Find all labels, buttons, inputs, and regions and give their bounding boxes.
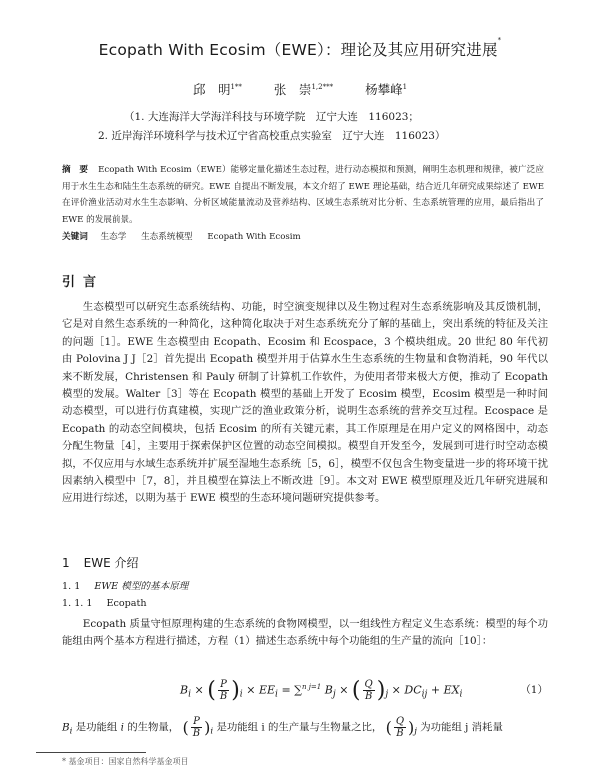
eq-sum: = ∑	[281, 683, 303, 697]
footnote-divider	[36, 752, 146, 753]
keyword: 生态系统模型	[141, 232, 193, 242]
affiliation-2: 2. 近岸海洋环境科学与技术辽宁省高校重点实验室 辽宁大连 116023）	[98, 130, 446, 142]
eq-ee: × EE	[246, 683, 276, 697]
ecopath-paragraph: Ecopath 质量守恒原理构建的生态系统的食物网模型，以一组线性方程定义生态系统：模型的每个功能组由两个基本方程进行描述，方程（1）描述生态系统中每个功能组的生产量的流向［10］：	[62, 618, 548, 648]
section-title: Ecopath	[106, 598, 147, 609]
eq-ex: + EX	[430, 683, 460, 697]
author-1: 邱 明$^{1**}$	[192, 82, 242, 97]
variable-definition-line: $B_i$ 是功能组 i 的生物量， ( $\frac{P}{B}$ )$_i$ 是功能组 i 的生产量与生物量之比， ( $\frac{Q}{B}$ )$_j$ 为功能组 j 消耗量	[62, 716, 503, 739]
author-list	[0, 80, 600, 98]
title-footnote-mark: *	[497, 36, 502, 44]
equation-1	[62, 676, 548, 706]
author-2: 张 崇$^{1,2***}$	[273, 82, 334, 97]
section-number: 1	[62, 556, 70, 570]
section-1-1-1-heading	[62, 598, 147, 609]
paper-title	[0, 38, 600, 60]
keywords-label: 关键词	[62, 232, 88, 242]
title-text: Ecopath With Ecosim（EWE）：理论及其应用研究进展	[98, 41, 498, 59]
section-1-1-heading	[62, 578, 188, 592]
author-3: 杨攀峰$^1$	[365, 82, 408, 97]
affiliation-1: （1. 大连海洋大学海洋科技与环境学院 辽宁大连 116023；	[124, 111, 419, 123]
abstract-text: Ecopath With Ecosim（EWE）能够定量化描述生态过程，进行动态模拟和预测，阐明生态机理和规律，被广泛应用于水生生态和陆生生态系统的研究。EWE 自提出不断发展，本文介绍了 EWE 理论基础，结合近几年研究成果综述了 EWE 在评价渔业活动对水生生态影响、分析区域能量流动及营养结构、区域生态系统对比分析、生态系统管理的应用，最后指出了 EWE 的发展前景。	[62, 165, 544, 225]
eq-fraction-pb: $\frac{P}{B}$	[219, 679, 228, 702]
eq-bj: B	[324, 683, 333, 697]
section-title: EWE 介绍	[83, 556, 139, 570]
section-number: 1. 1	[62, 581, 81, 592]
keywords	[62, 230, 544, 242]
keyword: 生态学	[100, 232, 127, 242]
equation-body: $B_i$ × ( $\frac{P}{B}$ )$_i \times EE_i = \sum^{n j=1}$ $B_j$ × ( $\frac{Q}{B}$ )$_j \times DC_{ij} + EX_i$	[180, 678, 463, 703]
eq-b: B	[180, 683, 189, 697]
intro-paragraph: 生态模型可以研究生态系统结构、功能，时空演变规律以及生物过程对生态系统影响及其反馈机制，它是对自然生态系统的一种简化，这种简化取决于对生态系统充分了解的基础上，突出系统的特征及关注的问题［1］。EWE 生态模型由 Ecopath、Ecosim 和 Ecospace，3 个模块组成。20 世纪 80 年代初由 Polovina J J［2］首先提出 Ecopath 模型并用于估算水生生态系统的生物量和食物消耗，90 年代以来不断发展，Christensen 和 Pauly 研制了计算机工作软件，为使用者带来极大方便，推动了 Ecopath 模型的发展。Walter［3］等在 Ecopath 模型的基础上开发了 Ecosim 模型，Ecosim 模型是一种时间动态模型，可以进行仿真建模，实现广泛的渔业政策分析，说明生态系统的营养交互过程。Ecospace 是 Ecopath 的动态空间模块，包括 Ecosim 的所有关键元素，其工作原理是在用户定义的网格图中，动态分配生物量［4］，主要用于探索保护区位置的动态空间模拟。模型自开发至今，发展到可进行时空动态模拟，不仅应用与水域生态系统并扩展至湿地生态系统［5，6］，模型不仅包含生物变量进一步的将环境干扰因素纳入模型中［7，8］，并且模型在算法上不断改进［9］。本文对 EWE 模型原理及近几年研究进展和应用进行综述，以期为基于 EWE 模型的生态环境问题研究提供参考。	[62, 301, 548, 505]
intro-heading: 引言	[62, 275, 105, 290]
keyword: Ecopath With Ecosim	[207, 232, 301, 242]
section-title: EWE 模型的基本原理	[94, 581, 189, 592]
equation-number: （1）	[520, 684, 548, 696]
section-number: 1. 1. 1	[62, 598, 93, 609]
eq-dc: × DC	[391, 683, 422, 697]
section-1-heading	[62, 554, 139, 571]
footnote: * 基金项目：国家自然科学基金项目	[62, 757, 189, 766]
eq-fraction-qb: $\frac{Q}{B}$	[364, 679, 373, 702]
abstract-label: 摘 要	[62, 165, 89, 175]
abstract	[62, 162, 544, 228]
